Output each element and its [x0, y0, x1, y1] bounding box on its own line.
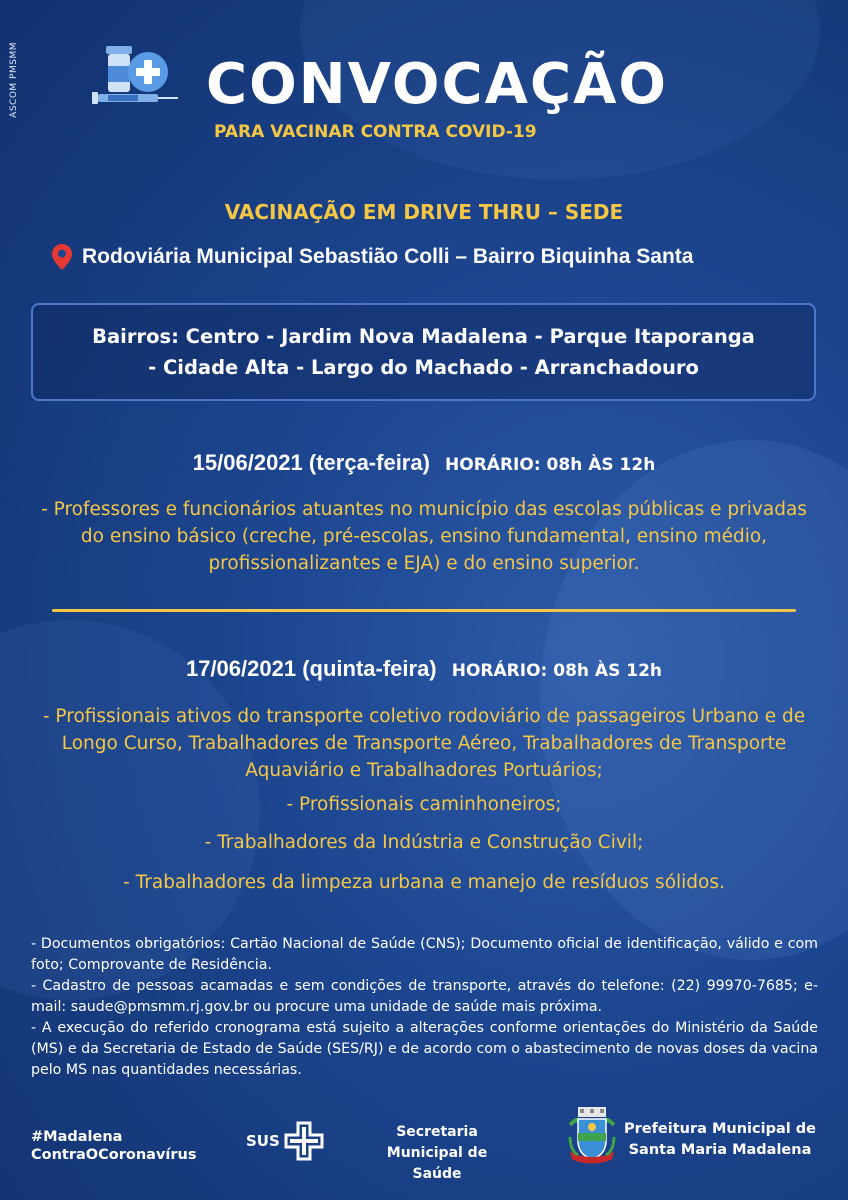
note-item: - A execução do referido cronograma está sujeito a alterações conforme orientações do Ministério da Saúde (MS) e da Secretaria de Estado de Saúde (SES/RJ) e de acordo com o abastecimento de novas doses da vacina pelo MS nas quantidades necessárias. [31, 1020, 818, 1078]
location [52, 244, 693, 270]
schedule-date: 17/06/2021 (quinta-feira) [185, 656, 437, 681]
schedule-group: - Trabalhadores da limpeza urbana e manejo de resíduos sólidos. [123, 872, 725, 893]
schedule-date: 15/06/2021 (terça-feira) [192, 450, 430, 475]
prefeitura-line: Santa Maria Madalena [628, 1142, 812, 1158]
section-title: VACINAÇÃO EM DRIVE THRU – SEDE [224, 200, 624, 224]
secretaria-line: Secretaria [396, 1124, 478, 1140]
sus-cross-icon [284, 1121, 324, 1161]
schedule-group: - Profissionais ativos do transporte coletivo rodoviário de passageiros Urbano e de Longo Curso, Trabalhadores de Transporte Aéreo, Trabalhadores de Transporte Aquaviário e Trabalhadores Portuários; [42, 706, 806, 781]
prefeitura-line: Prefeitura Municipal de [624, 1121, 816, 1137]
hashtag-line: #Madalena [31, 1129, 123, 1145]
page-title: CONVOCAÇÃO [206, 52, 669, 117]
schedule-hours: HORÁRIO: 08h ÀS 12h [451, 661, 663, 681]
schedule-hours: HORÁRIO: 08h ÀS 12h [445, 455, 656, 475]
schedule-date-line [0, 656, 848, 682]
bairros-line: - Cidade Alta - Largo do Machado - Arranchadouro [148, 356, 699, 379]
hashtag [31, 1128, 196, 1164]
schedule-group: - Professores e funcionários atuantes no município das escolas públicas e privadas do ensino básico (creche, pré-escolas, ensino fundamental, ensino médio, profissionalizantes e EJA) e do ensino superior. [41, 499, 807, 574]
page-subtitle: PARA VACINAR CONTRA COVID-19 [214, 122, 537, 142]
secretaria [362, 1122, 512, 1185]
hashtag-line: ContraOCoronavírus [31, 1147, 197, 1163]
secretaria-line: Municipal de Saúde [386, 1145, 488, 1182]
sus-text: SUS [246, 1132, 280, 1150]
schedule-group: - Profissionais caminhoneiros; [286, 794, 562, 815]
map-pin-icon [52, 244, 72, 270]
prefeitura [624, 1119, 816, 1161]
schedule-group: - Trabalhadores da Indústria e Construção Civil; [204, 832, 644, 853]
divider [52, 609, 796, 612]
location-text: Rodoviária Municipal Sebastião Colli – Bairro Biquinha Santa [82, 245, 694, 268]
bairros-line: Bairros: Centro - Jardim Nova Madalena - Parque Itaporanga [92, 325, 755, 348]
schedule-date-line [0, 450, 848, 476]
notes [31, 934, 818, 1081]
side-credit: ASCOM PMSMM [9, 42, 19, 118]
note-item: - Cadastro de pessoas acamadas e sem condições de transporte, através do telefone: (22) 99970-7685; e-mail: saude@pmsmm.rj.gov.br ou procure uma unidade de saúde mais próxima. [31, 978, 818, 1015]
bairros-box [31, 303, 816, 401]
sus-logo [246, 1121, 324, 1161]
vaccine-vial-syringe-icon [92, 42, 178, 112]
municipal-coat-of-arms-icon [566, 1107, 618, 1169]
note-item: - Documentos obrigatórios: Cartão Nacional de Saúde (CNS); Documento oficial de identificação, válido e com foto; Comprovante de Residência. [31, 936, 818, 973]
